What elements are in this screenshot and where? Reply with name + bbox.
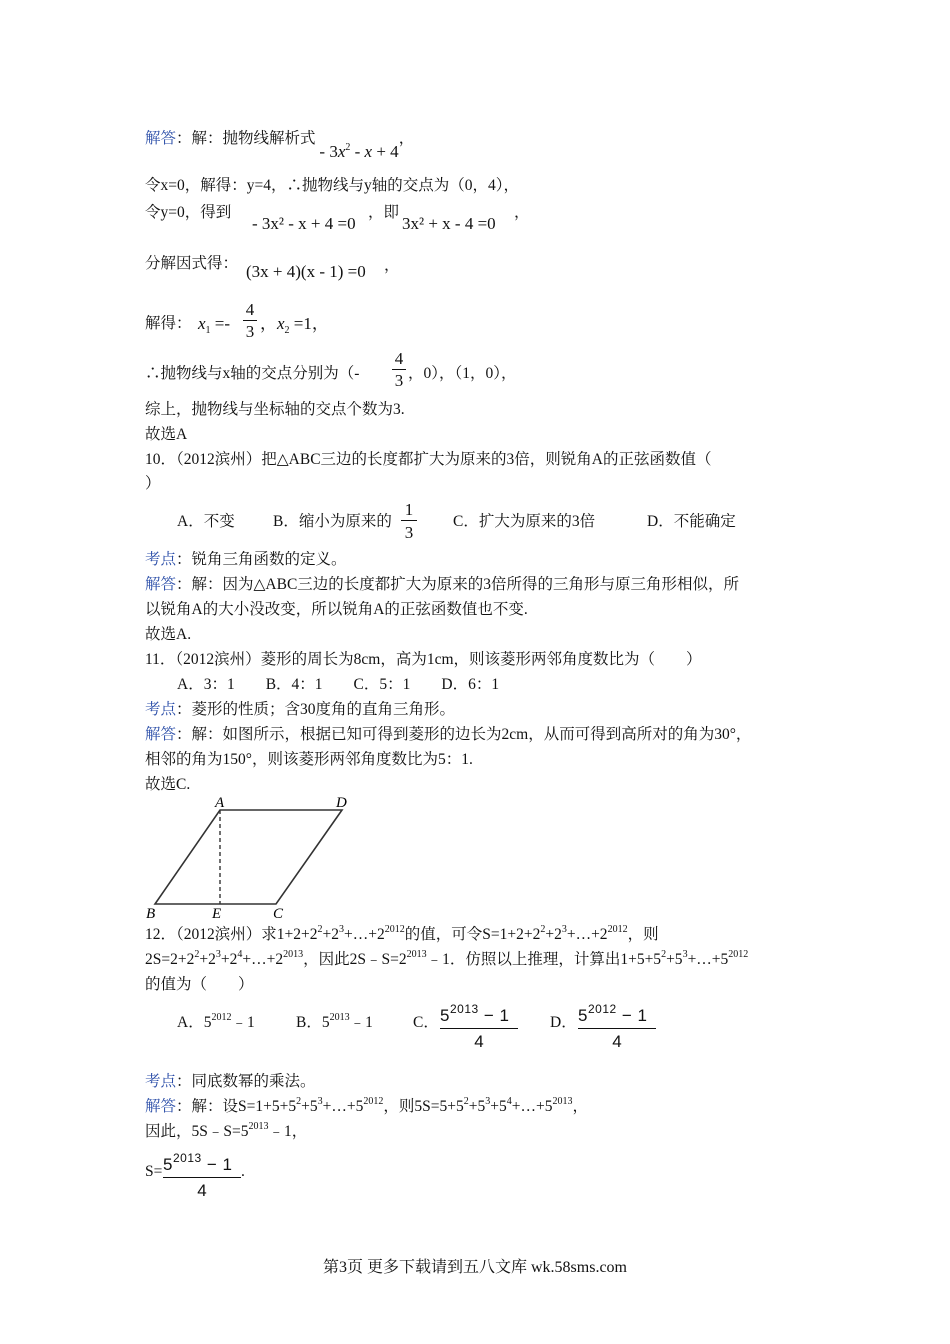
q12-answer-line3: S= (145, 1163, 163, 1180)
sol9-line7: 综上，抛物线与坐标轴的交点个数为3. (145, 401, 405, 418)
sol9-line4: 分解因式得： (145, 255, 239, 272)
q10-option-a: A．不变 (177, 513, 235, 530)
label-c: C (273, 906, 284, 922)
parabola-expression: - $3x^2 - x + 4$ (319, 142, 399, 161)
answer-label: 解答 (145, 130, 177, 147)
q10-option-b: B．缩小为原来的 (273, 513, 392, 530)
rhombus-shape (155, 810, 342, 904)
label-b: B (146, 906, 156, 922)
q11-options: A．3：1 B．4：1 C．5：1 D．6：1 (177, 676, 500, 693)
q11-stem: 11．（2012滨州）菱形的周长为8cm，高为1cm，则该菱形两邻角度数比为（ ） (145, 651, 702, 668)
q12-stem-line1: 12．（2012滨州）求$1+2+2^2+2^3+\dots+2^{2012}$的值，可令$S=1+2+2^2+2^3+\dots+2^{2012}$，则 (145, 924, 659, 943)
page-footer: 第3页 更多下载请到五八文库 wk.58sms.com (322, 1259, 627, 1276)
q11-answer: 解答：解：如图所示，根据已知可得到菱形的边长为2cm，从而可得到高所对的角为30°， (145, 726, 752, 743)
sol9-line8: 故选A (145, 426, 188, 443)
q11-choose: 故选C. (145, 776, 191, 793)
q12-option-a: A．$5^{2012}﹣1$ (177, 1012, 255, 1031)
sol9-line6: ∴抛物线与x轴的交点分别为（- (145, 365, 360, 382)
q12-answer-line1: 解答：解：设$S=1+5+5^2+5^3+\dots+5^{2012}$，则$5S=5+5^2+5^3+5^4+\dots+5^{2013}$， (145, 1096, 588, 1115)
q12-option-d-label: D． (550, 1014, 577, 1031)
label-a: A (215, 795, 225, 811)
roots: $x_1$ =- (198, 314, 231, 336)
label-e: E (212, 906, 222, 922)
q10-stem: 10．（2012滨州）把△ABC三边的长度都扩大为原来的3倍，则锐角A的正弦函数值（ (145, 451, 712, 468)
q10-topic: 考点：锐角三角函数的定义。 (145, 551, 347, 568)
q10-answer: 解答：解：因为△ABC三边的长度都扩大为原来的3倍所得的三角形与原三角形相似，所 (145, 576, 740, 593)
q10-option-d: D．不能确定 (647, 513, 736, 530)
label-d: D (336, 795, 347, 811)
q12-answer-fraction: $5^{2013} - 1$ 4 (163, 1155, 241, 1201)
q12-option-b: B．$5^{2013}﹣1$ (296, 1012, 373, 1031)
equation-standard: 3x² + x - 4 =0 (402, 214, 496, 233)
q12-option-c-label: C． (413, 1014, 439, 1031)
q12-stem-line2: $2S=2+2^2+2^3+2^4+\dots+2^{2013}$，因此$2S﹣S=2^{2013}﹣1$．仿照以上推理，计算出$1+5+5^2+5^3+\dots+5^{2012}$ (145, 949, 749, 968)
q10-option-c: C．扩大为原来的3倍 (453, 513, 596, 530)
q11-topic: 考点：菱形的性质；含30度角的直角三角形。 (145, 701, 456, 718)
fraction-4-3-b: 4 3 (392, 349, 406, 392)
q12-answer-line2: 因此，$5S﹣S=5^{2013}﹣1$， (145, 1121, 308, 1140)
sol9-line2: 令x=0，解得：y=4，∴抛物线与y轴的交点为（0，4）， (145, 177, 519, 194)
q12-topic: 考点：同底数幂的乘法。 (145, 1073, 316, 1090)
factored-equation: (3x + 4)(x - 1) =0 (246, 262, 366, 281)
fraction-1-3: 1 3 (401, 499, 417, 545)
q12-option-c-fraction: $5^{2013} - 1$ 4 (440, 1006, 518, 1052)
sol9-line1: 解答：解：抛物线解析式 - $3x^2 - x + 4$， (145, 130, 415, 161)
rhombus-figure (140, 792, 360, 922)
q10-choose: 故选A. (145, 626, 192, 643)
equation-y0: - 3x² - x + 4 =0 (252, 214, 356, 233)
fraction-4-3: 4 3 (243, 300, 257, 343)
sol9-line3: 令y=0，得到 (145, 204, 232, 221)
sol9-line5: 解得： (145, 315, 192, 332)
q12-option-d-fraction: $5^{2012} - 1$ 4 (578, 1006, 656, 1052)
